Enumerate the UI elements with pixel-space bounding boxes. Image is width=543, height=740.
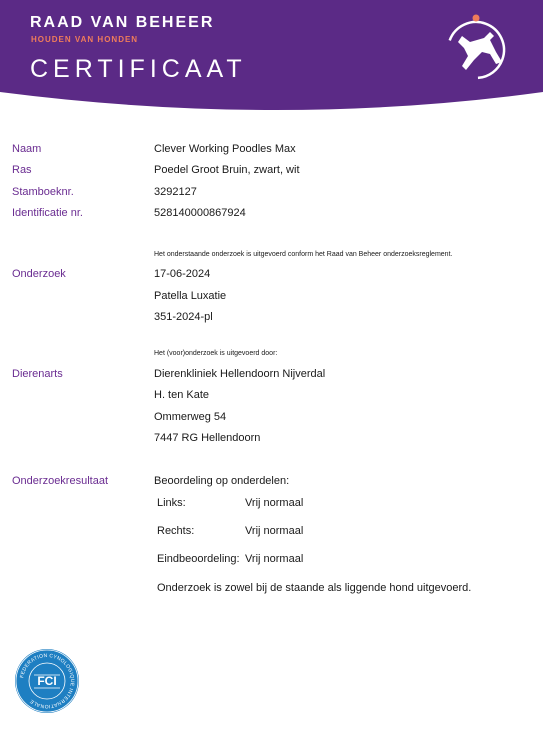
exam-number: 351-2024-pl (154, 311, 213, 323)
result-row-value: Vrij normaal (245, 525, 304, 537)
identification-number: 528140000867924 (154, 207, 246, 219)
org-tagline: HOUDEN VAN HONDEN (31, 35, 139, 44)
dog-name: Clever Working Poodles Max (154, 143, 296, 155)
certificate-header (0, 0, 543, 112)
pedigree-label: Stamboeknr. (12, 186, 74, 198)
exam-type: Patella Luxatie (154, 290, 227, 302)
name-label: Naam (12, 143, 42, 155)
result-label: Onderzoekresultaat (12, 475, 108, 487)
vet-clinic: Dierenkliniek Hellendoorn Nijverdal (154, 368, 326, 380)
vet-note: Het (voor)onderzoek is uitgevoerd door: (154, 350, 278, 357)
vet-label: Dierenarts (12, 368, 63, 380)
fci-text: FCI (37, 674, 57, 688)
result-row-value: Vrij normaal (245, 553, 304, 565)
vet-name: H. ten Kate (154, 389, 210, 401)
vet-street: Ommerweg 54 (154, 411, 227, 423)
result-remark: Onderzoek is zowel bij de staande als liggende hond uitgevoerd. (157, 582, 472, 594)
identification-label: Identificatie nr. (12, 207, 83, 219)
fci-seal-icon (14, 648, 80, 714)
result-row-label: Links: (157, 497, 186, 509)
result-row-label: Rechts: (157, 525, 195, 537)
org-name: RAAD VAN BEHEER (30, 14, 215, 31)
document-title: CERTIFICAAT (30, 55, 247, 83)
breed-label: Ras (12, 164, 32, 176)
exam-note: Het onderstaande onderzoek is uitgevoerd conform het Raad van Beheer onderzoeksreglement. (154, 251, 453, 258)
dog-jumping-logo-icon (440, 12, 512, 84)
exam-label: Onderzoek (12, 268, 66, 280)
result-intro: Beoordeling op onderdelen: (154, 475, 290, 487)
result-row-label: Eindbeoordeling: (157, 553, 240, 565)
fci-ring-text: FEDERATION CYNOLOGIQUE INTERNATIONALE (19, 652, 76, 710)
exam-date: 17-06-2024 (154, 268, 211, 280)
vet-city: 7447 RG Hellendoorn (154, 432, 261, 444)
result-row-value: Vrij normaal (245, 497, 304, 509)
pedigree-number: 3292127 (154, 186, 197, 198)
dog-breed: Poedel Groot Bruin, zwart, wit (154, 164, 300, 176)
